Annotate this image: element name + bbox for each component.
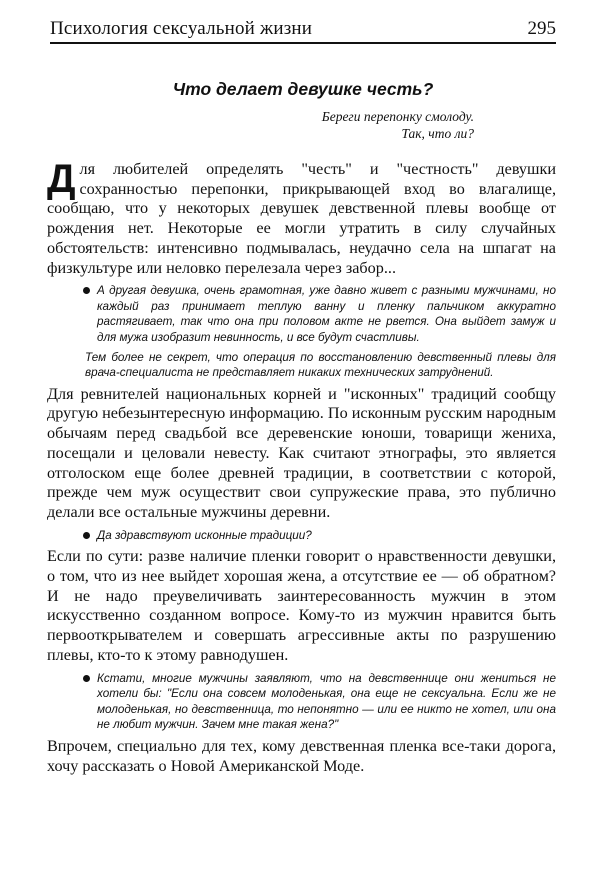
epigraph-line: Так, что ли? xyxy=(401,126,474,141)
article-title: Что делает девушке честь? xyxy=(172,79,434,99)
paragraph-intro xyxy=(47,157,556,278)
epigraph xyxy=(322,108,474,142)
running-header xyxy=(50,16,556,44)
page-number: 295 xyxy=(527,18,556,39)
paragraph-intro-text: ля любителей определять "честь" и "честность" девушки сохранностью перепонки, прикрывающей вход во влагалище, сообщаю, что у некоторых девушек девственной плевы вообще от рождения нет. Некоторые ее могли утратить в силу случайных обстоятельств: интенсивно подмывалась, неудачно села на шпагат на физкультуре или неловко перелезала через забор... xyxy=(47,160,556,277)
paragraph-essence: Если по сути: разве наличие пленки говорит о нравственности девушки, о том, что из нее выйдет хорошая жена, а отсутствие ее — об обратном? И не надо преувеличивать заинтересованность мужчин в этом искусственно созданном вопросе. Кому-то из мужчин нравится быть первооткрывателем и совершать агрессивные акты по разрушению плевы, кто-то к этому равнодушен. xyxy=(47,547,556,664)
drop-cap: Д xyxy=(47,157,75,201)
aside-text: А другая девушка, очень грамотная, уже давно живет с разными мужчинами, но каждый раз принимает теплую ванну и пленку пальчиком аккуратно растягивает, так что она при половом акте не рвется. Она выйдет замуж и для мужа изобразит невинность, и все будут счастливы. xyxy=(97,284,556,344)
article-body xyxy=(47,157,556,776)
running-title: Психология сексуальной жизни xyxy=(50,18,313,39)
bullet-icon xyxy=(83,675,90,682)
aside-note xyxy=(97,528,556,544)
aside-text: Тем более не секрет, что операция по восстановлению девственный плевы для врача-специалиста не представляет никаких технических затруднений. xyxy=(85,350,556,380)
paragraph-closing: Впрочем, специально для тех, кому девственная пленка все-таки дорога, хочу рассказать о Новой Американской Моде. xyxy=(47,736,556,775)
bullet-icon xyxy=(83,532,90,539)
aside-note xyxy=(97,671,556,733)
paragraph-traditions: Для ревнителей национальных корней и "исконных" традиций сообщу другую небезынтересную информацию. По исконным русским народным обычаям перед свадьбой все деревенские юноши, товарищи жениха, посещали и целовали невесту. Как считают этнографы, это является отголоском еще более древней традиции, в соответствии с которой, прежде чем муж осуществит свои супружеские права, это публично делали все остальные мужчины деревни. xyxy=(47,384,556,521)
aside-text: Кстати, многие мужчины заявляют, что на девственнице они жениться не хотели бы: "Если она совсем молоденькая, она еще не сексуальна. Если же не молоденькая, но девственница, то непонятно — или ее никто не хотел, или она не любит мужчин. Зачем мне такая жена?" xyxy=(97,671,556,732)
epigraph-line: Береги перепонку смолоду. xyxy=(321,109,474,124)
aside-note xyxy=(85,283,556,381)
aside-text: Да здравствуют исконные традиции? xyxy=(97,528,312,542)
bullet-icon xyxy=(83,287,90,294)
